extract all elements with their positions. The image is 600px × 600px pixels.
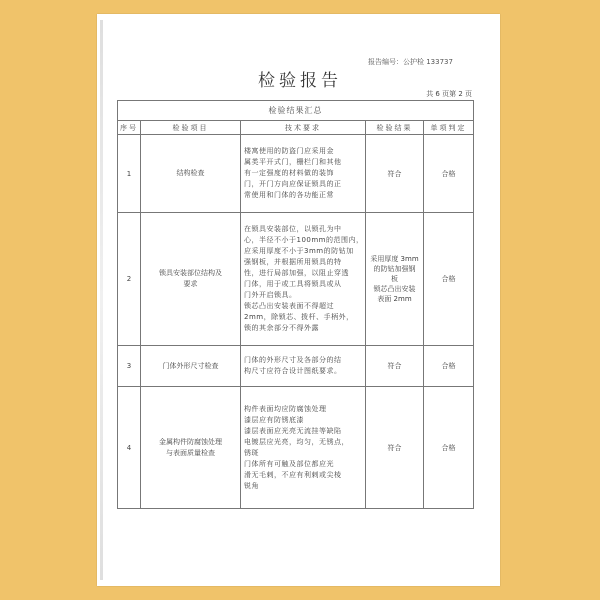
table-row (118, 213, 474, 346)
requirement-line: 属类平开式门，栅栏门和其他 (244, 158, 342, 166)
verdict: 合格 (424, 213, 474, 346)
header-row (118, 121, 474, 135)
item-line: 门体外形尺寸检查 (162, 361, 219, 370)
row-number: 2 (118, 213, 141, 346)
table-row (118, 387, 474, 509)
technical-requirement (241, 387, 366, 509)
inspection-result (366, 387, 424, 509)
header-result: 检验结果 (366, 121, 424, 135)
requirement-line: 应采用厚度不小于3mm的防钻加 (244, 247, 354, 255)
requirement-line: 滑无毛刺，不应有利刺或尖棱 (244, 470, 342, 479)
technical-requirement (241, 213, 366, 346)
item-line: 金属构件防腐蚀处理 (159, 437, 222, 446)
item-line: 与表面质量检查 (166, 448, 215, 457)
binding-shadow (100, 20, 103, 580)
requirement-line: 门外开启锁具。 (244, 291, 297, 299)
table-row (118, 346, 474, 387)
header-no: 序号 (118, 121, 141, 135)
verdict: 合格 (424, 346, 474, 387)
result-line: 板 (391, 275, 398, 283)
requirement-line: 电镀层应光亮，均匀，无锈点， (244, 437, 349, 446)
requirement-line: 性，进行局部加强，以阻止穿透 (244, 269, 349, 277)
row-number: 1 (118, 135, 141, 213)
result-line: 符合 (387, 443, 402, 452)
requirement-line: 漆层应有防锈底漆 (244, 415, 304, 424)
requirement-line: 漆层表面应光亮无流挂等缺陷 (244, 426, 342, 435)
result-line: 表面 2mm (377, 295, 412, 303)
report-title: 检验报告 (258, 71, 342, 91)
row-number: 3 (118, 346, 141, 387)
requirement-line: 心，半径不小于100mm的范围内， (244, 236, 364, 244)
requirement-line: 有一定强度的材料做的装饰 (244, 169, 334, 177)
inspection-item (141, 135, 241, 213)
requirement-line: 锁芯凸出安装表面不得超过 (244, 302, 334, 310)
requirement-line: 门，开门方向应保证锁具的正 (244, 180, 342, 188)
requirement-line: 锐角 (244, 481, 259, 490)
result-line: 的防钻加强钢 (373, 265, 416, 273)
requirement-line: 门体的外形尺寸及各部分的结 (244, 356, 342, 364)
header-verdict: 单项判定 (424, 121, 474, 135)
requirement-line: 锁的其余部分不得外露 (244, 324, 319, 332)
header-requirement: 技术要求 (241, 121, 366, 135)
inspection-result (366, 213, 424, 346)
table-caption: 检验结果汇总 (118, 101, 474, 121)
requirement-line: 常使用和门体的各功能正常 (244, 191, 334, 199)
table-row (118, 135, 474, 213)
result-line: 锁芯凸出安装 (373, 285, 416, 293)
results-table (117, 100, 474, 509)
technical-requirement (241, 135, 366, 213)
technical-requirement (241, 346, 366, 387)
result-line: 采用厚度 3mm (370, 255, 419, 263)
row-number: 4 (118, 387, 141, 509)
inspection-item (141, 387, 241, 509)
verdict: 合格 (424, 387, 474, 509)
item-line: 锁具安装部位结构及 (159, 269, 222, 277)
requirement-line: 门体，用于或工具将锁具或从 (244, 280, 342, 288)
inspection-result (366, 135, 424, 213)
result-line: 符合 (387, 362, 402, 370)
requirement-line: 在锁具安装部位，以锁孔为中 (244, 225, 342, 233)
item-line: 要求 (183, 280, 198, 288)
requirement-line: 锈斑 (244, 448, 259, 457)
item-line: 结构检查 (176, 169, 205, 177)
requirement-line: 门体所有可触及部位都应光 (244, 459, 334, 468)
requirement-line: 构件表面均应防腐蚀处理 (244, 404, 327, 413)
verdict: 合格 (424, 135, 474, 213)
result-line: 符合 (387, 169, 402, 178)
requirement-line: 2mm，除锁芯、拨杆、手柄外， (244, 313, 354, 321)
requirement-line: 强钢板，并根据所用锁具的特 (244, 258, 342, 266)
inspection-item (141, 346, 241, 387)
requirement-line: 楼寓使用的防盗门应采用金 (244, 147, 334, 155)
header-item: 检验项目 (141, 121, 241, 135)
page-info: 共 6 页第 2 页 (426, 90, 472, 98)
requirement-line: 构尺寸应符合设计图纸要求。 (244, 367, 342, 375)
inspection-result (366, 346, 424, 387)
report-number: 报告编号：公护检 133737 (368, 58, 453, 66)
inspection-item (141, 213, 241, 346)
